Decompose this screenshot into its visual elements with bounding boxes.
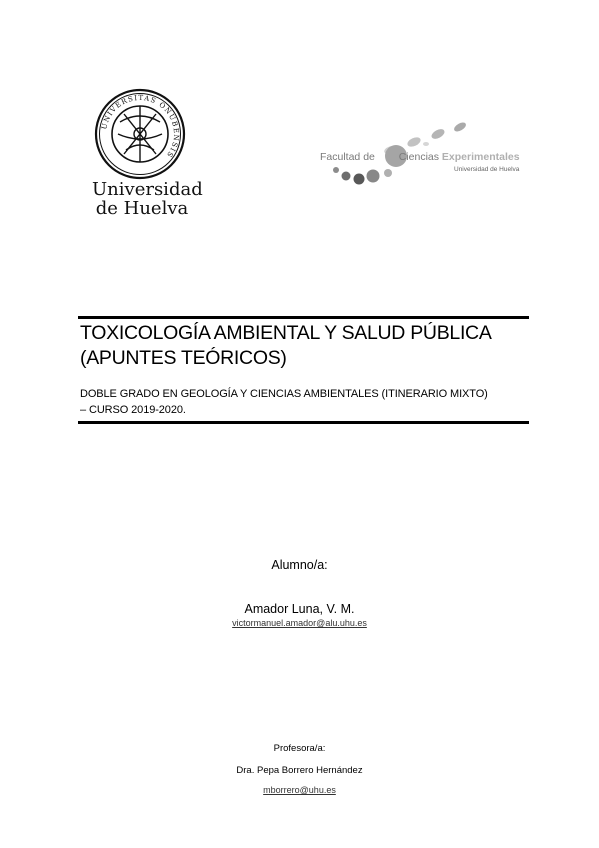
faculty-prefix: Facultad de — [320, 151, 375, 163]
university-seal-icon — [94, 88, 186, 180]
subtitle-line1: DOBLE GRADO EN GEOLOGÍA Y CIENCIAS AMBIENTALES (ITINERARIO MIXTO) — [80, 388, 488, 400]
faculty-name — [320, 151, 540, 163]
faculty-word2: Experimentales — [441, 151, 520, 163]
faculty-subtext: Universidad de Huelva — [454, 166, 520, 173]
title-line1: TOXICOLOGÍA AMBIENTAL Y SALUD PÚBLICA — [80, 322, 492, 344]
student-name: Amador Luna, V. M. — [244, 602, 355, 616]
student-email-link[interactable]: victormanuel.amador@alu.uhu.es — [232, 618, 367, 628]
document-subtitle — [80, 386, 530, 418]
title-bottom-rule — [78, 421, 529, 424]
document-title — [80, 321, 530, 371]
subtitle-line2: – CURSO 2019-2020. — [80, 404, 186, 416]
university-name-line2: de Huelva — [95, 198, 189, 219]
professor-email-link[interactable]: mborrero@uhu.es — [263, 785, 336, 795]
professor-label: Profesora/a: — [273, 743, 326, 754]
university-logo — [92, 86, 203, 226]
faculty-logo — [318, 118, 540, 190]
seal-text: UNIVERSITAS ONUBENSIS — [100, 93, 181, 160]
professor-name: Dra. Pepa Borrero Hernández — [236, 765, 363, 776]
university-name-line1: Universidad — [92, 179, 203, 200]
faculty-word1: Ciencias — [398, 151, 439, 163]
student-label: Alumno/a: — [271, 558, 328, 572]
title-top-rule — [78, 316, 529, 319]
university-name — [92, 179, 203, 219]
title-line2: (APUNTES TEÓRICOS) — [80, 347, 287, 369]
